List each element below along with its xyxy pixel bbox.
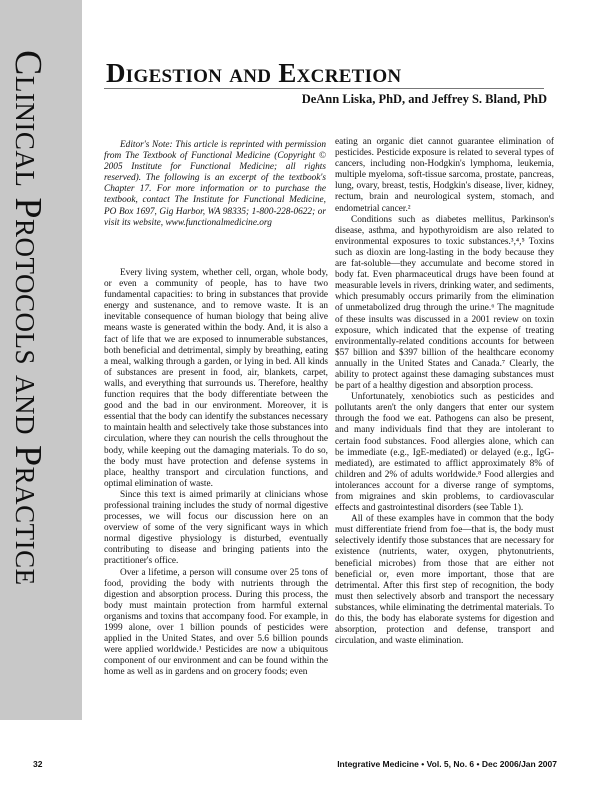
paragraph: Every living system, whether cell, organ, whole body, or even a community of people, has to have two fundamental capacities: to bring in substances that provide energy and sustenance, and to remove waste. It is an inevitable consequence of human biology that being alive means waste is generated within the body. And, it is also a fact of life that we are exposed to innumerable substances, both beneficial and detrimental, simply by breathing, eating a meal, walking through a garden, or lying in bed. All kinds of substances are present in food, air, blankets, carpet, walls, and everything that surrounds us. Therefore, healthy function requires that the body differentiate between the good and the bad in our environment. Moreover, it is essential that the body can identify the substances necessary to maintain health and selectively take those substances into circulation, where they can nourish the cells throughout the body, while keeping out the damaging materials. To do so, the body must have protection and defense systems in place, healthy transport and circulation functions, and optimal elimination of waste. [104,268,328,489]
journal-citation: Integrative Medicine • Vol. 5, No. 6 • Dec 2006/Jan 2007 [337,759,557,769]
sidebar-band [0,0,82,720]
paragraph: Conditions such as diabetes mellitus, Parkinson's disease, asthma, and hypothyroidism are also related to environmental exposures to toxic substances.³,⁴,⁵ Toxins such as dioxin are long-lasting in the body because they are fat-soluble—they accumulate and become stored in body fat. Even pharmaceutical drugs have been found at measurable levels in rivers, drinking water, and sediments, which presumably occurs primarily from the elimination of unmetabolized drug through the urine.⁶ The magnitude of these insults was discussed in a 2001 review on toxin exposure, which indicated that the expense of treating environmentally-related conditions accounts for between $57 billion and $397 billion of the healthcare economy annually in the United States and Canada.⁷ Clearly, the ability to protect against these damaging substances must be part of a healthy digestion and absorption process. [335,214,554,392]
title-divider [104,88,544,89]
paragraph: All of these examples have in common that the body must differentiate friend from foe—that is, the body must selectively identify those substances that are necessary for existence (nutrients, water, oxygen, phytonutrients, beneficial microbes) from those that are either not beneficial or, even more important, those that are detrimental. After this first step of recognition, the body must then selectively absorb and transport the necessary substances, while eliminating the detrimental materials. To do this, the body has elaborate systems for digestion and absorption, protection and defense, transport and circulation, and waste elimination. [335,514,554,647]
paragraph: eating an organic diet cannot guarantee elimination of pesticides. Pesticide exposure is related to several types of cancers, including non-Hodgkin's lymphoma, leukemia, multiple myeloma, soft-tissue sarcoma, prostate, pancreas, lung, ovary, breast, testis, Hodgkin's disease, liver, kidney, rectum, brain and neurological system, stomach, and endometrial cancer.² [335,137,554,214]
article-authors: DeAnn Liska, PhD, and Jeffrey S. Bland, PhD [301,92,547,106]
left-column [104,268,328,678]
paragraph: Over a lifetime, a person will consume over 25 tons of food, providing the body with nutrients through the digestion and absorption process. During this process, the body must maintain protection from harmful external organisms and toxins that accompany food. For example, in 1999 alone, over 1 billion pounds of pesticides were applied in the United States, and over 5.6 billion pounds were applied worldwide.¹ Pesticides are now a ubiquitous component of our environment and can be found within the home as well as in gardens and on grocery foods; even [104,567,328,678]
article-title: Digestion and Excretion [106,58,402,88]
page-number: 32 [33,759,43,769]
paragraph: Unfortunately, xenobiotics such as pesticides and pollutants aren't the only dangers that enter our system through the food we eat. Pathogens can also be present, and many individuals find that they are intolerant to certain food substances. Food allergies alone, which can be immediate (e.g., IgE-mediated) or delayed (e.g., IgG-mediated), are estimated to afflict approximately 8% of children and 2% of adults worldwide.⁸ Food allergies and intolerances account for a diverse range of symptoms, from migraines and skin problems, to cardiovascular effects and gastrointestinal disorders (see Table 1). [335,392,554,514]
right-column [335,137,554,647]
section-title: Clinical Protocols and Practice [7,50,49,586]
editor-note: Editor's Note: This article is reprinted with permission from The Textbook of Functional Medicine (Copyright © 2005 Institute for Functional Medicine; all rights reserved). The following is an excerpt of the textbook's Chapter 17. For more information or to purchase the textbook, contact The Institute for Functional Medicine, PO Box 1697, Gig Harbor, WA 98335; 1-800-228-0622; or visit its website, www.functionalmedicine.org [104,140,326,228]
paragraph: Since this text is aimed primarily at clinicians whose professional training includes the study of normal digestive processes, we will focus our discussion here on an overview of some of the very significant ways in which normal digestive physiology is disturbed, eventually contributing to disease and bringing patients into the practitioner's office. [104,489,328,567]
